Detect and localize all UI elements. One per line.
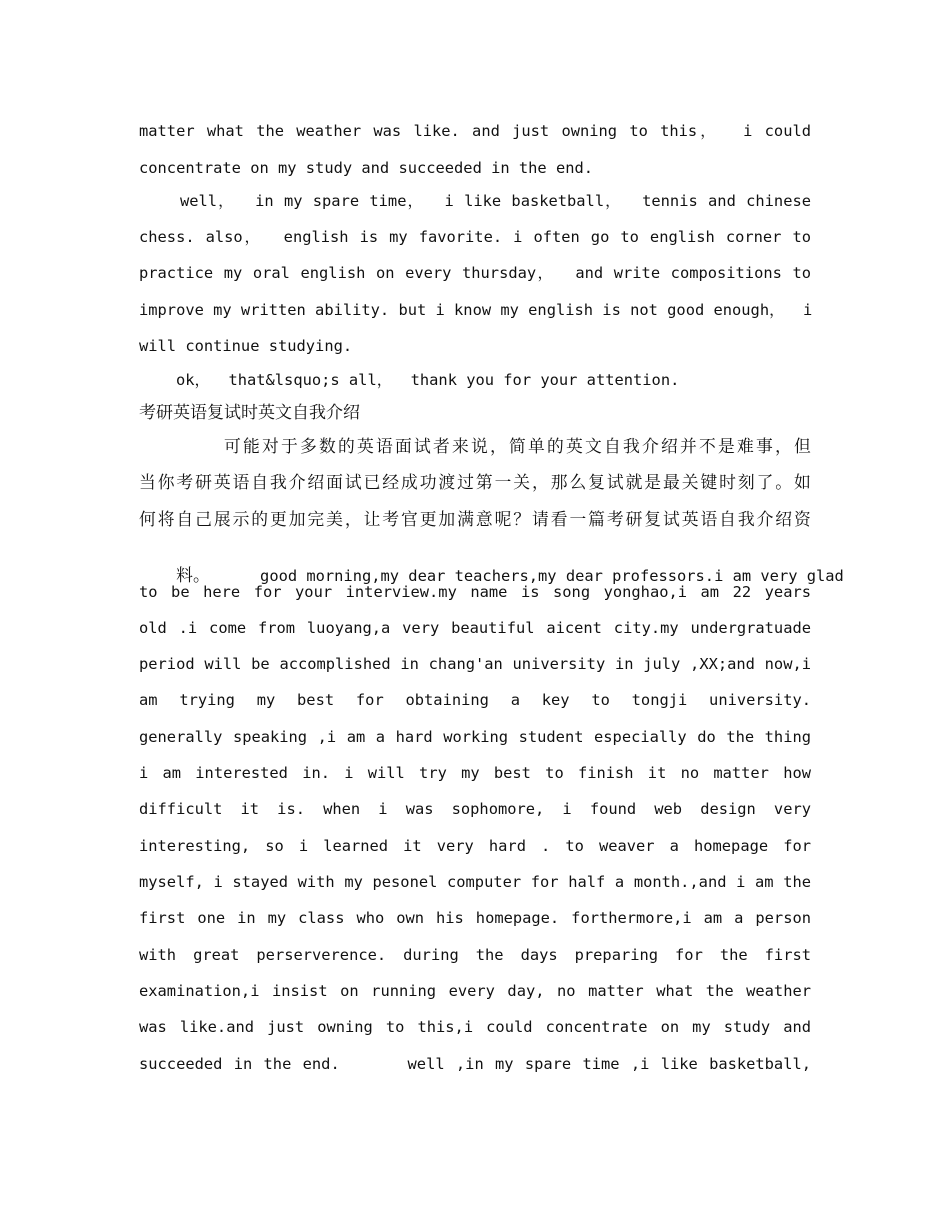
text-line: will continue studying. (139, 337, 353, 355)
text-line: matter what the weather was like. and just owning to this， i could (139, 122, 811, 140)
text-line: 当你考研英语自我介绍面试已经成功渡过第一关，那么复试就是最关键时刻了。如 (139, 472, 811, 492)
text-line: chess. also， english is my favorite. i often go to english corner to (139, 228, 811, 246)
text-line: ok， that&lsquo;s all， thank you for your attention. (176, 371, 680, 389)
text-fragment: 料。 (176, 565, 211, 585)
text-line: difficult it is. when i was sophomore, i found web design very (139, 800, 811, 818)
text-line: improve my written ability. but i know my english is not good enough， i (139, 301, 813, 319)
text-line: period will be accomplished in chang'an university in july ,XX;and now,i (139, 655, 811, 673)
text-line: am trying my best for obtaining a key to tongji university. (139, 691, 811, 709)
text-line: practice my oral english on every thursday， and write compositions to (139, 264, 811, 282)
text-line-mixed (139, 545, 844, 585)
section-heading: 考研英语复试时英文自我介绍 (139, 403, 360, 423)
text-line: 何将自己展示的更加完美，让考官更加满意呢？请看一篇考研复试英语自我介绍资 (139, 509, 811, 529)
text-line: to be here for your interview.my name is song yonghao,i am 22 years (139, 583, 811, 601)
text-line: with great perserverence. during the days preparing for the first (139, 946, 811, 964)
text-line: well， in my spare time， i like basketball， tennis and chinese (180, 192, 811, 210)
text-line: i am interested in. i will try my best to finish it no matter how (139, 764, 811, 782)
text-line: was like.and just owning to this,i could concentrate on my study and (139, 1018, 811, 1036)
text-line: concentrate on my study and succeeded in the end. (139, 159, 594, 177)
text-line: first one in my class who own his homepage. forthermore,i am a person (139, 909, 811, 927)
text-fragment: good morning,my dear teachers,my dear professors.i am very glad (260, 567, 844, 585)
text-line: succeeded in the end. well ,in my spare time ,i like basketball, (139, 1055, 811, 1073)
text-line: examination,i insist on running every day, no matter what the weather (139, 982, 811, 1000)
text-line: myself, i stayed with my pesonel computer for half a month.,and i am the (139, 873, 811, 891)
text-line: interesting, so i learned it very hard . to weaver a homepage for (139, 837, 811, 855)
text-line: generally speaking ,i am a hard working student especially do the thing (139, 728, 811, 746)
text-line: 可能对于多数的英语面试者来说，简单的英文自我介绍并不是难事，但 (224, 436, 811, 456)
text-line: old .i come from luoyang,a very beautiful aicent city.my undergratuade (139, 619, 811, 637)
